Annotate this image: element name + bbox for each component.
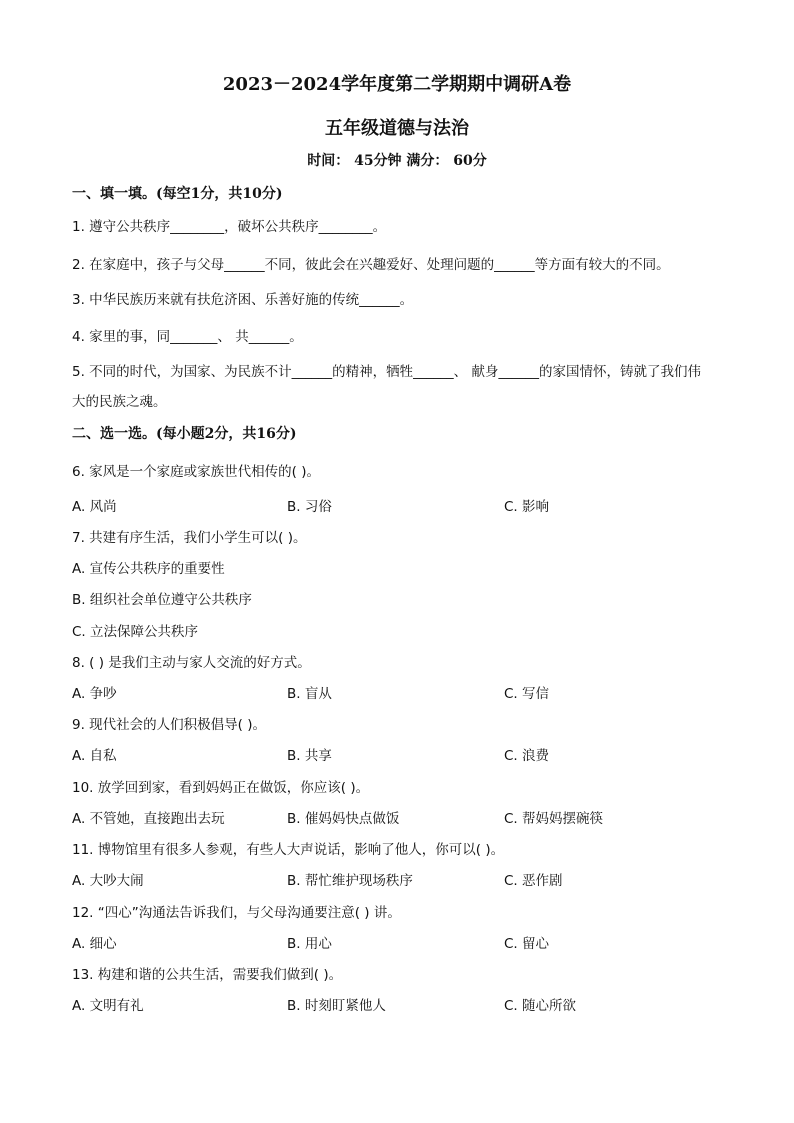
option-a: A. 不管她，直接跑出去玩: [72, 811, 225, 827]
fill-item-3: 3. 中华民族历来就有扶危济困、乐善好施的传统______。: [72, 292, 414, 308]
option-c: C. 恶作剧: [504, 873, 563, 889]
question-6-stem: 6. 家风是一个家庭或家族世代相传的( )。: [72, 464, 320, 480]
option-b: B. 时刻盯紧他人: [287, 998, 386, 1014]
question-7-option-b: B. 组织社会单位遵守公共秩序: [72, 592, 252, 608]
question-7-stem: 7. 共建有序生活，我们小学生可以( )。: [72, 530, 307, 546]
fill-item-5-cont: 大的民族之魂。: [72, 394, 167, 410]
option-b: B. 共享: [287, 748, 332, 764]
option-c: C. 浪费: [504, 748, 550, 764]
question-7-option-a: A. 宣传公共秩序的重要性: [72, 561, 225, 577]
option-b: B. 用心: [287, 936, 332, 952]
option-a: A. 大吵大闹: [72, 873, 144, 889]
fill-item-4: 4. 家里的事，同_______、 共______。: [72, 329, 303, 345]
fill-item-5: 5. 不同的时代，为国家、为民族不计______的精神，牺牲______、 献身______的家国情怀，铸就了我们伟: [72, 364, 701, 380]
question-12-stem: 12. “四心”沟通法告诉我们，与父母沟通要注意( ) 讲。: [72, 905, 401, 921]
option-b: B. 催妈妈快点做饭: [287, 811, 400, 827]
option-c: C. 写信: [504, 686, 550, 702]
option-b: B. 盲从: [287, 686, 332, 702]
question-8-stem: 8. ( ) 是我们主动与家人交流的好方式。: [72, 655, 311, 671]
option-a: A. 文明有礼: [72, 998, 144, 1014]
fill-item-2: 2. 在家庭中，孩子与父母______不同，彼此会在兴趣爱好、处理问题的______等方面有较大的不同。: [72, 257, 670, 273]
option-a: A. 风尚: [72, 499, 117, 515]
question-11-stem: 11. 博物馆里有很多人参观，有些人大声说话，影响了他人，你可以( )。: [72, 842, 505, 858]
question-13-stem: 13. 构建和谐的公共生活，需要我们做到( )。: [72, 967, 343, 983]
option-c: C. 帮妈妈摆碗筷: [504, 811, 604, 827]
section-2-heading: 二、选一选。(每小题2分，共16分): [72, 426, 297, 442]
question-9-stem: 9. 现代社会的人们积极倡导( )。: [72, 717, 266, 733]
option-b: B. 帮忙维护现场秩序: [287, 873, 413, 889]
exam-title: 2023－2024学年度第二学期期中调研A卷: [222, 74, 572, 95]
question-10-stem: 10. 放学回到家，看到妈妈正在做饭，你应该( )。: [72, 780, 370, 796]
section-1-heading: 一、填一填。(每空1分，共10分): [72, 186, 283, 202]
option-c: C. 留心: [504, 936, 550, 952]
option-b: B. 习俗: [287, 499, 332, 515]
option-a: A. 细心: [72, 936, 117, 952]
option-c: C. 随心所欲: [504, 998, 577, 1014]
question-7-option-c: C. 立法保障公共秩序: [72, 624, 199, 640]
exam-meta: 时间： 45分钟 满分： 60分: [307, 153, 487, 169]
fill-item-1: 1. 遵守公共秩序________，破坏公共秩序________。: [72, 219, 387, 235]
option-a: A. 争吵: [72, 686, 117, 702]
option-c: C. 影响: [504, 499, 550, 515]
exam-subtitle: 五年级道德与法治: [325, 118, 469, 139]
option-a: A. 自私: [72, 748, 117, 764]
